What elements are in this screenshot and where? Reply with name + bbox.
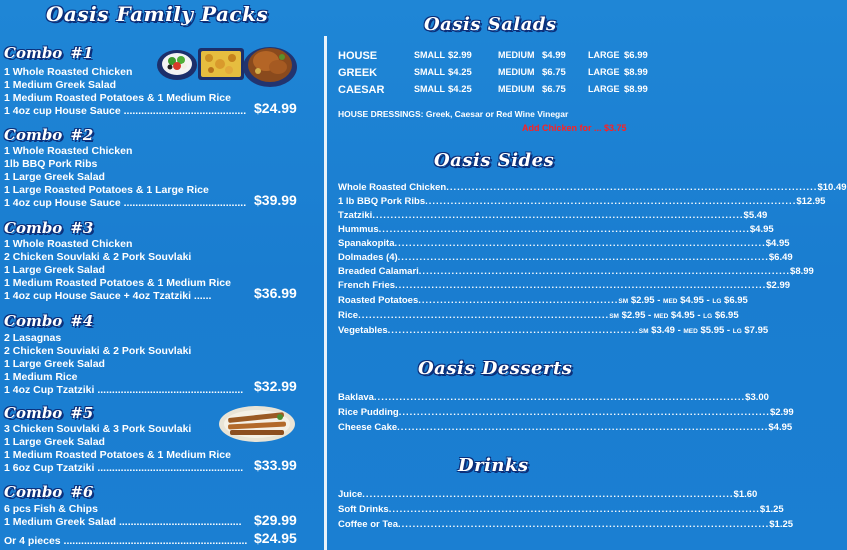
med-label: MED xyxy=(683,328,698,335)
greek-salad-image xyxy=(156,46,198,82)
leader-dots: ...................................................................................................... xyxy=(388,504,760,515)
lg-price: $6.95 xyxy=(714,310,739,321)
combo-4-price: $32.99 xyxy=(254,378,297,394)
drinks-title: Drinks xyxy=(458,455,529,476)
combo-1-title xyxy=(4,44,93,62)
salad-row-caesar xyxy=(338,84,648,98)
size-small-label: SMALL xyxy=(414,50,445,60)
salad-row-house xyxy=(338,50,648,64)
side-price: $12.95 xyxy=(796,196,826,207)
combo-5-price: $33.99 xyxy=(254,457,297,473)
combo-label: Combo xyxy=(4,126,63,144)
salad-small-price: $4.25 xyxy=(448,67,472,78)
combo-2-line-1: 1 Whole Roasted Chicken xyxy=(4,145,133,157)
combo-2-line-2: 1lb BBQ Pork Ribs xyxy=(4,158,98,170)
leader-dots: ...................................................................................................... xyxy=(398,519,770,530)
salad-medium-price: $6.75 xyxy=(542,67,566,78)
combo-4-last-line: 1 4oz Cup Tzatziki .................................................. xyxy=(4,384,244,396)
combo-5-line-2: 1 Large Greek Salad xyxy=(4,436,105,448)
side-price: $8.99 xyxy=(790,266,814,277)
size-large-label: LARGE xyxy=(588,84,620,94)
desserts-title: Oasis Desserts xyxy=(418,358,573,379)
lg-label: LG xyxy=(732,328,742,335)
dessert-item xyxy=(338,392,769,404)
side-name: Spanakopita xyxy=(338,238,395,249)
combo-4-title xyxy=(4,312,93,330)
combo-number: #6 xyxy=(70,483,94,501)
family-packs-title: Oasis Family Packs xyxy=(46,2,269,26)
combo-6-price: $29.99 xyxy=(254,512,297,528)
size-small-label: SMALL xyxy=(414,84,445,94)
leader-dots: ...................................................................................................... xyxy=(394,238,766,249)
drink-item xyxy=(338,489,758,501)
side-name: Roasted Potatoes xyxy=(338,295,419,306)
sm-price: $2.95 xyxy=(621,310,646,321)
combo-number: #2 xyxy=(70,126,94,144)
combo-label: Combo xyxy=(4,483,63,501)
size-medium-label: MEDIUM xyxy=(498,67,535,77)
combo-2-line-4: 1 Large Roasted Potatoes & 1 Large Rice xyxy=(4,184,209,196)
leader-dots: ...................................................................................................... xyxy=(362,489,734,500)
side-name: Whole Roasted Chicken xyxy=(338,182,447,193)
combo-1-line-1: 1 Whole Roasted Chicken xyxy=(4,66,133,78)
side-name: Dolmades (4) xyxy=(338,252,398,263)
combo-2-line-3: 1 Large Greek Salad xyxy=(4,171,105,183)
side-item xyxy=(338,210,768,222)
leader-dots: ...................................................................................................... xyxy=(397,252,769,263)
combo-6-extra-line: Or 4 pieces ............................................................... xyxy=(4,535,248,547)
drink-price: $1.60 xyxy=(733,489,758,500)
med-label: MED xyxy=(663,298,678,305)
combo-3-line-4: 1 Medium Roasted Potatoes & 1 Medium Rice xyxy=(4,277,231,289)
size-large-label: LARGE xyxy=(588,50,620,60)
leader-dots: ...................................................................................................... xyxy=(378,224,750,235)
combo-5-line-3: 1 Medium Roasted Potatoes & 1 Medium Rice xyxy=(4,449,231,461)
drink-name: Coffee or Tea xyxy=(338,519,399,530)
side-item xyxy=(338,252,793,264)
combo-3-line-1: 1 Whole Roasted Chicken xyxy=(4,238,133,250)
lg-price: $7.95 xyxy=(744,325,769,336)
size-large-label: LARGE xyxy=(588,67,620,77)
combo-6-extra-price: $24.95 xyxy=(254,530,297,546)
combo-number: #5 xyxy=(70,404,94,422)
side-item xyxy=(338,224,774,236)
combo-3-title xyxy=(4,219,93,237)
combo-5-line-1: 3 Chicken Souvlaki & 3 Pork Souvlaki xyxy=(4,423,192,435)
combo-4-line-4: 1 Medium Rice xyxy=(4,371,78,383)
salad-large-price: $6.99 xyxy=(624,50,648,61)
combo-3-line-2: 2 Chicken Souvlaki & 2 Pork Souvlaki xyxy=(4,251,192,263)
salad-medium-price: $6.75 xyxy=(542,84,566,95)
combo-3-last-line: 1 4oz cup House Sauce + 4oz Tzatziki ...... xyxy=(4,290,212,302)
leader-dots: ...................................................................................................... xyxy=(372,210,744,221)
combo-2-title xyxy=(4,126,93,144)
side-name: Vegetables xyxy=(338,325,388,336)
salad-large-price: $8.99 xyxy=(624,67,648,78)
size-prices: SM $2.95 - MED $4.95 - LG $6.95 xyxy=(618,295,748,306)
drink-price: $1.25 xyxy=(769,519,794,530)
drink-item xyxy=(338,519,794,531)
lg-label: LG xyxy=(712,298,722,305)
side-item xyxy=(338,238,790,250)
size-prices: SM $3.49 - MED $5.95 - LG $7.95 xyxy=(638,325,769,336)
sm-label: SM xyxy=(638,328,649,335)
dessert-price: $2.99 xyxy=(769,407,794,418)
combo-number: #1 xyxy=(70,44,94,62)
side-item xyxy=(338,196,826,208)
size-medium-label: MEDIUM xyxy=(498,50,535,60)
add-chicken-note: Add Chicken for ... $3.75 xyxy=(522,123,627,133)
leader-dots: ..................................................................... xyxy=(358,310,610,321)
side-name: French Fries xyxy=(338,280,396,291)
drink-name: Juice xyxy=(338,489,363,500)
combo-5-last-line: 1 6oz Cup Tzatziki .................................................. xyxy=(4,462,244,474)
combo-1-line-2: 1 Medium Greek Salad xyxy=(4,79,117,91)
side-name: Tzatziki xyxy=(338,210,373,221)
dessert-name: Baklava xyxy=(338,392,374,403)
salad-name: CAESAR xyxy=(338,84,385,96)
salad-small-price: $4.25 xyxy=(448,84,472,95)
side-price: $4.95 xyxy=(749,224,774,235)
salad-medium-price: $4.99 xyxy=(542,50,566,61)
side-price: $6.49 xyxy=(768,252,793,263)
combo-label: Combo xyxy=(4,312,63,330)
combo-number: #3 xyxy=(70,219,94,237)
med-label: MED xyxy=(653,313,669,320)
side-name: Breaded Calamari xyxy=(338,266,419,277)
side-item-sized xyxy=(338,295,748,308)
sm-price: $3.49 xyxy=(651,325,675,336)
souvlaki-platter-image xyxy=(218,403,296,443)
combo-label: Combo xyxy=(4,404,63,422)
drink-name: Soft Drinks xyxy=(338,504,389,515)
combo-6-last-line: 1 Medium Greek Salad .......................................... xyxy=(4,516,242,528)
dessert-price: $4.95 xyxy=(768,422,793,433)
drink-item xyxy=(338,504,784,516)
leader-dots: ...................................................................................................... xyxy=(373,392,746,403)
combo-1-price: $24.99 xyxy=(254,100,297,116)
dessert-name: Cheese Cake xyxy=(338,422,398,433)
dessert-item xyxy=(338,422,793,434)
side-name: 1 lb BBQ Pork Ribs xyxy=(338,196,426,207)
leader-dots: ...................................................................................................... xyxy=(395,280,767,291)
dessert-name: Rice Pudding xyxy=(338,407,399,418)
lg-label: LG xyxy=(703,313,713,320)
salad-small-price: $2.99 xyxy=(448,50,472,61)
combo-label: Combo xyxy=(4,44,63,62)
side-price: $10.49 xyxy=(817,182,847,193)
combo-6-title xyxy=(4,483,93,501)
side-name: Hummus xyxy=(338,224,379,235)
leader-dots: ...................................................................................................... xyxy=(425,196,797,207)
med-price: $4.95 xyxy=(670,310,695,321)
lg-price: $6.95 xyxy=(724,295,748,306)
salad-row-greek xyxy=(338,67,648,81)
drink-price: $1.25 xyxy=(759,504,784,515)
column-divider xyxy=(324,36,327,550)
side-price: $2.99 xyxy=(766,280,791,291)
combo-4-line-3: 1 Large Greek Salad xyxy=(4,358,105,370)
side-item-sized xyxy=(338,325,769,338)
sm-label: SM xyxy=(618,298,629,305)
salad-name: HOUSE xyxy=(338,50,378,62)
side-price: $5.49 xyxy=(743,210,768,221)
side-item xyxy=(338,280,791,292)
combo-2-last-line: 1 4oz cup House Sauce .......................................... xyxy=(4,197,247,209)
med-price: $4.95 xyxy=(680,295,704,306)
roasted-potatoes-image xyxy=(196,44,246,84)
combo-5-title xyxy=(4,404,93,422)
combo-1-line-3: 1 Medium Roasted Potatoes & 1 Medium Rice xyxy=(4,92,231,104)
side-item xyxy=(338,182,847,194)
leader-dots: ...................................................................................................... xyxy=(418,266,791,277)
salad-large-price: $8.99 xyxy=(624,84,648,95)
sm-price: $2.95 xyxy=(630,295,655,306)
house-dressings-note: HOUSE DRESSINGS: Greek, Caesar or Red Wine Vinegar xyxy=(338,109,569,119)
combo-6-line-1: 6 pcs Fish & Chips xyxy=(4,503,98,515)
leader-dots: ...................................................................................................... xyxy=(397,422,769,433)
dessert-price: $3.00 xyxy=(745,392,769,403)
side-item xyxy=(338,266,814,278)
salad-name: GREEK xyxy=(338,67,378,79)
size-prices: SM $2.95 - MED $4.95 - LG $6.95 xyxy=(609,310,739,321)
leader-dots: ..................................................................... xyxy=(387,325,639,336)
combo-1-last-line: 1 4oz cup House Sauce .......................................... xyxy=(4,105,247,117)
leader-dots: ...................................................................................................... xyxy=(446,182,818,193)
side-item-sized xyxy=(338,310,739,323)
combo-4-line-1: 2 Lasagnas xyxy=(4,332,62,344)
combo-4-line-2: 2 Chicken Souviaki & 2 Pork Souvlaki xyxy=(4,345,192,357)
med-price: $5.95 xyxy=(700,325,725,336)
size-small-label: SMALL xyxy=(414,67,445,77)
combo-label: Combo xyxy=(4,219,63,237)
side-price: $4.95 xyxy=(765,238,790,249)
roasted-chicken-image xyxy=(242,37,298,89)
leader-dots: ....................................................... xyxy=(418,295,619,306)
size-medium-label: MEDIUM xyxy=(498,84,535,94)
dessert-item xyxy=(338,407,794,419)
combo-2-price: $39.99 xyxy=(254,192,297,208)
salads-title: Oasis Salads xyxy=(424,14,557,35)
sm-label: SM xyxy=(609,313,619,320)
sides-title: Oasis Sides xyxy=(434,150,555,171)
leader-dots: ...................................................................................................... xyxy=(398,407,770,418)
combo-3-price: $36.99 xyxy=(254,285,297,301)
combo-3-line-3: 1 Large Greek Salad xyxy=(4,264,105,276)
side-name: Rice xyxy=(338,310,359,321)
combo-number: #4 xyxy=(70,312,94,330)
